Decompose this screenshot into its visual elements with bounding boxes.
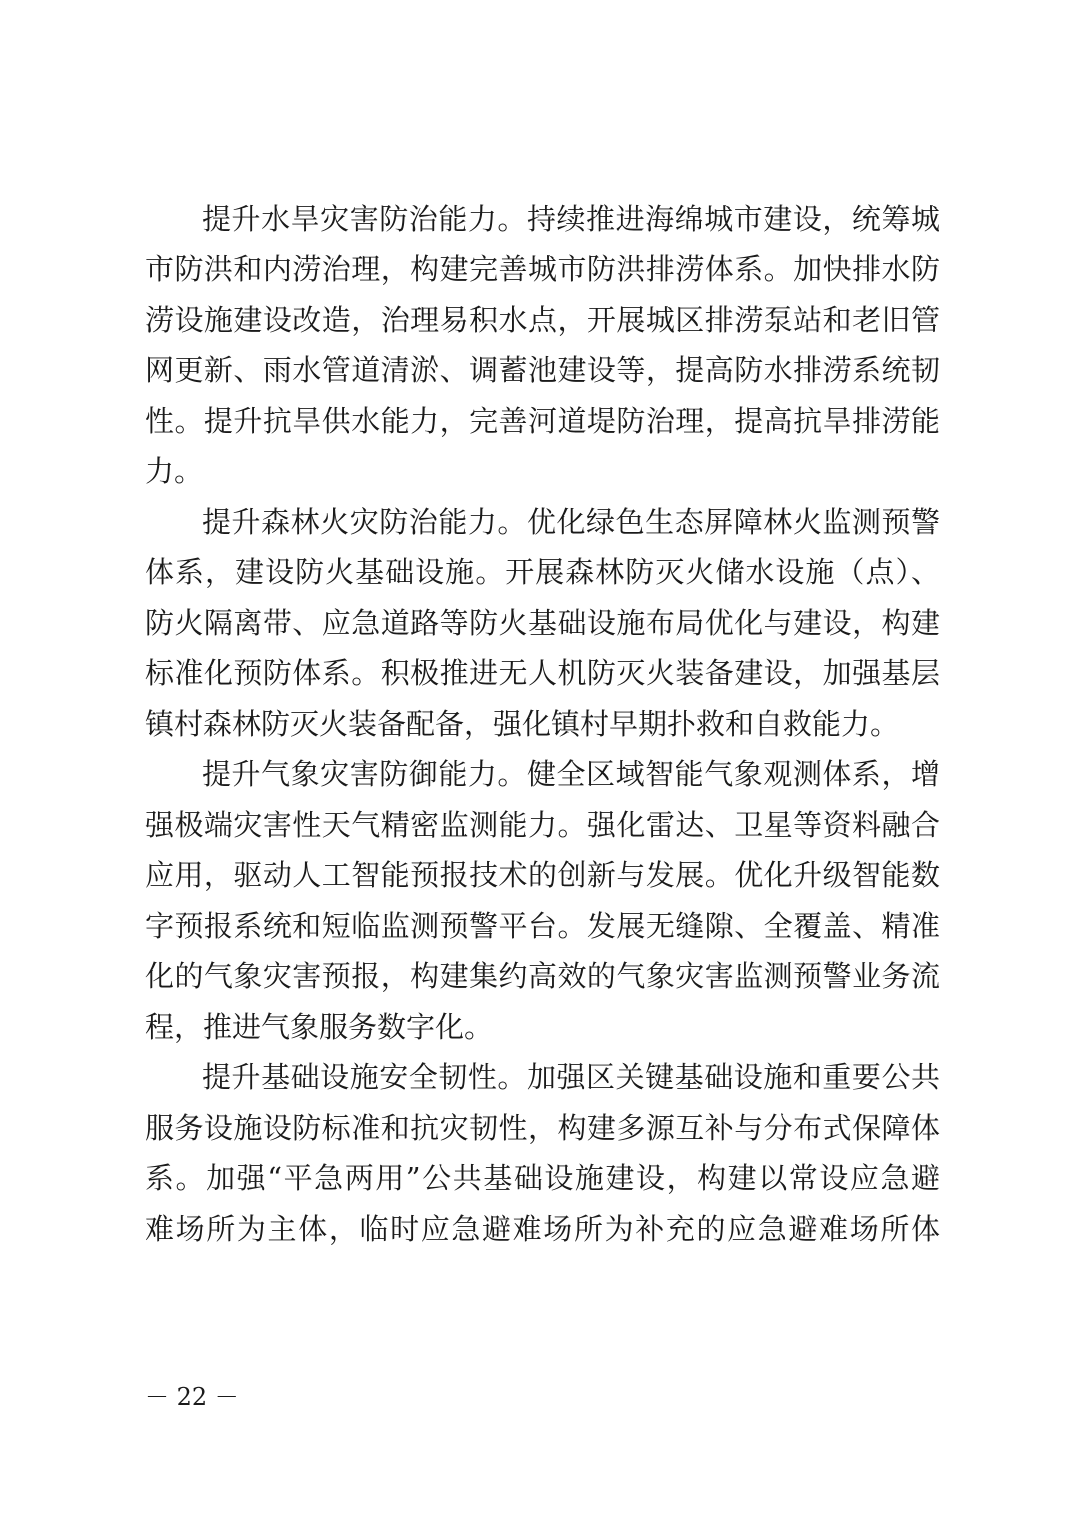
paragraph-3-line-5: 化的气象灾害预报，构建集约高效的气象灾害监测预警业务流 — [145, 959, 940, 993]
paragraph-1-line-1: 提升水旱灾害防治能力。持续推进海绵城市建设，统筹城 — [202, 202, 940, 236]
paragraph-3-line-6: 程，推进气象服务数字化。 — [145, 1010, 494, 1044]
paragraph-3-line-3: 应用，驱动人工智能预报技术的创新与发展。优化升级智能数 — [145, 858, 940, 892]
paragraph-1-line-5: 性。提升抗旱供水能力，完善河道堤防治理，提高抗旱排涝能 — [145, 404, 940, 438]
paragraph-4-line-1: 提升基础设施安全韧性。加强区关键基础设施和重要公共 — [202, 1060, 940, 1094]
paragraph-2-line-3: 防火隔离带、应急道路等防火基础设施布局优化与建设，构建 — [145, 606, 940, 640]
paragraph-1-line-6: 力。 — [145, 454, 204, 488]
paragraph-2-line-5: 镇村森林防灭火装备配备，强化镇村早期扑救和自救能力。 — [145, 707, 900, 741]
paragraph-2-line-2: 体系，建设防火基础设施。开展森林防灭火储水设施（点）、 — [145, 555, 940, 589]
page-number: － 22 － — [145, 1383, 239, 1411]
paragraph-1-line-2: 市防洪和内涝治理，构建完善城市防洪排涝体系。加快排水防 — [145, 252, 940, 286]
paragraph-2-line-1: 提升森林火灾防治能力。优化绿色生态屏障林火监测预警 — [202, 505, 940, 539]
paragraph-1-line-3: 涝设施建设改造，治理易积水点，开展城区排涝泵站和老旧管 — [145, 303, 940, 337]
paragraph-4-line-4: 难场所为主体，临时应急避难场所为补充的应急避难场所体 — [145, 1212, 940, 1246]
paragraph-3-line-2: 强极端灾害性天气精密监测能力。强化雷达、卫星等资料融合 — [145, 808, 940, 842]
paragraph-1-line-4: 网更新、雨水管道清淤、调蓄池建设等，提高防水排涝系统韧 — [145, 353, 940, 387]
paragraph-3-line-1: 提升气象灾害防御能力。健全区域智能气象观测体系，增 — [202, 757, 940, 791]
paragraph-4-line-2: 服务设施设防标准和抗灾韧性，构建多源互补与分布式保障体 — [145, 1111, 940, 1145]
paragraph-2-line-4: 标准化预防体系。积极推进无人机防灭火装备建设，加强基层 — [145, 656, 940, 690]
paragraph-3-line-4: 字预报系统和短临监测预警平台。发展无缝隙、全覆盖、精准 — [145, 909, 940, 943]
paragraph-4-line-3: 系。加强“平急两用”公共基础设施建设，构建以常设应急避 — [145, 1161, 940, 1195]
